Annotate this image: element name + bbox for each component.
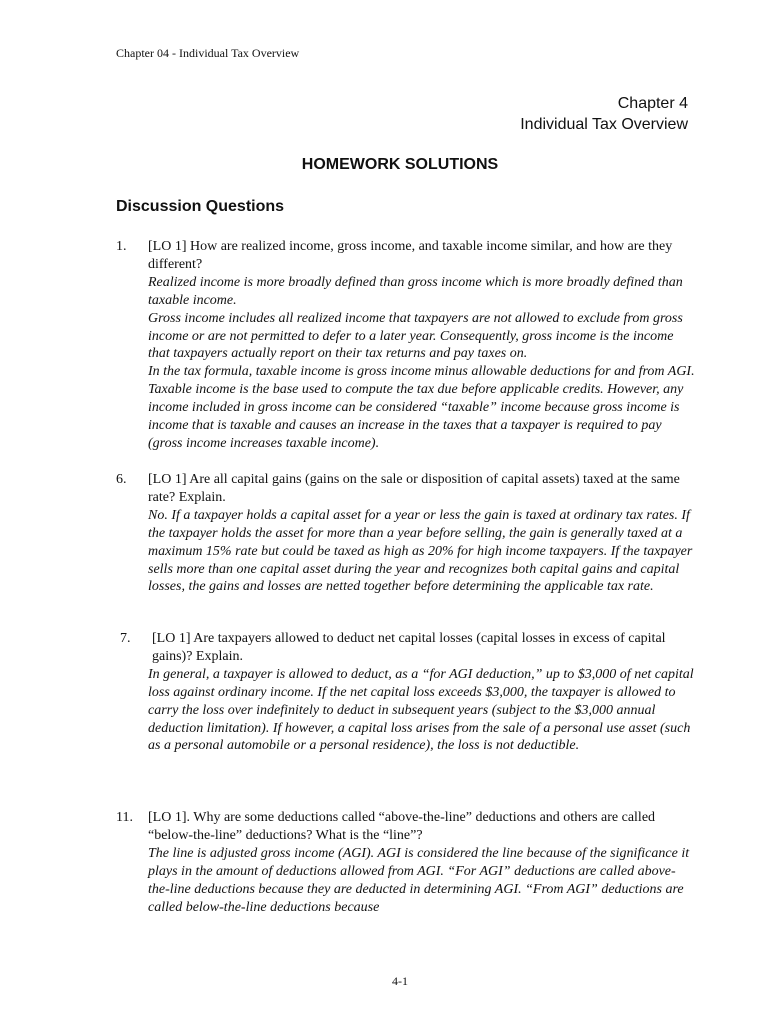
question-number: 7. <box>120 631 131 646</box>
question-number: 6. <box>116 472 127 487</box>
answer-paragraph: Gross income includes all realized income that taxpayers are not allowed to exclude from gross income or are not permitted to defer to a later year. Consequently, gross income is the income that taxpayers actually report on their tax returns and pay taxes on. <box>148 310 683 362</box>
running-header: Chapter 04 - Individual Tax Overview <box>116 46 300 60</box>
answer-text <box>148 666 696 756</box>
question-body <box>148 809 696 916</box>
page-number: 4-1 <box>392 974 408 988</box>
chapter-subtitle: Individual Tax Overview <box>520 116 688 133</box>
answer-paragraph: In the tax formula, taxable income is gross income minus allowable deductions for and from AGI. Taxable income is the base used to compute the tax due before applicable credits. However, any income included in gross income can be considered “taxable” income because gross income is income that is taxable and causes an increase in the taxes that a taxpayer is required to pay (gross income increases taxable income). <box>148 364 695 451</box>
homework-heading: HOMEWORK SOLUTIONS <box>301 156 499 173</box>
question-number: 1. <box>116 239 127 254</box>
question-body <box>148 630 696 755</box>
answer-paragraph: The line is adjusted gross income (AGI). AGI is considered the line because of the significance it plays in the amount of deductions allowed from AGI. “For AGI” deductions are called above-the-line deductions because they are deducted in determining AGI. “From AGI” deductions are called below-the-line deductions because <box>148 845 690 915</box>
answer-paragraph: In general, a taxpayer is allowed to deduct, as a “for AGI deduction,” up to $3,000 of net capital loss against ordinary income. If the net capital loss exceeds $3,000, the taxpayer is allowed to carry the loss over indefinitely to deduct in subsequent years (subject to the $3,000 annual deduction limitation). If however, a capital loss arises from the sale of a personal use asset (such as a personal automobile or a personal residence), the loss is not deductible. <box>148 666 694 754</box>
question-text: [LO 1] Are taxpayers allowed to deduct net capital losses (capital losses in excess of capital gains)? Explain. <box>152 631 666 664</box>
question-text: [LO 1] How are realized income, gross income, and taxable income similar, and how are they different? <box>148 239 673 272</box>
question-text: [LO 1] Are all capital gains (gains on the sale or disposition of capital assets) taxed at the same rate? Explain. <box>148 472 680 505</box>
section-heading: Discussion Questions <box>116 198 285 215</box>
question-text: [LO 1]. Why are some deductions called “above-the-line” deductions and others are called “below-the-line” deductions? What is the “line”? <box>148 810 656 843</box>
answer-text <box>148 845 696 917</box>
question-body <box>148 471 696 596</box>
answer-paragraph: Realized income is more broadly defined than gross income which is more broadly defined than taxable income. <box>148 274 683 308</box>
answer-text <box>148 274 696 453</box>
question-number: 11. <box>116 810 133 825</box>
answer-text <box>148 507 696 597</box>
question-body <box>148 238 696 453</box>
chapter-number: Chapter 4 <box>617 95 688 112</box>
chapter-title-block <box>520 93 688 135</box>
answer-paragraph: No. If a taxpayer holds a capital asset for a year or less the gain is taxed at ordinary tax rates. If the taxpayer holds the asset for more than a year before selling, the gain is generally taxed at a maximum 15% rate but could be taxed as high as 20% for high income taxpayers. If the taxpayer sells more than one capital asset during the year and recognizes both capital gains and capital losses, the gains and losses are netted together before determining the applicable tax rate. <box>148 507 693 595</box>
